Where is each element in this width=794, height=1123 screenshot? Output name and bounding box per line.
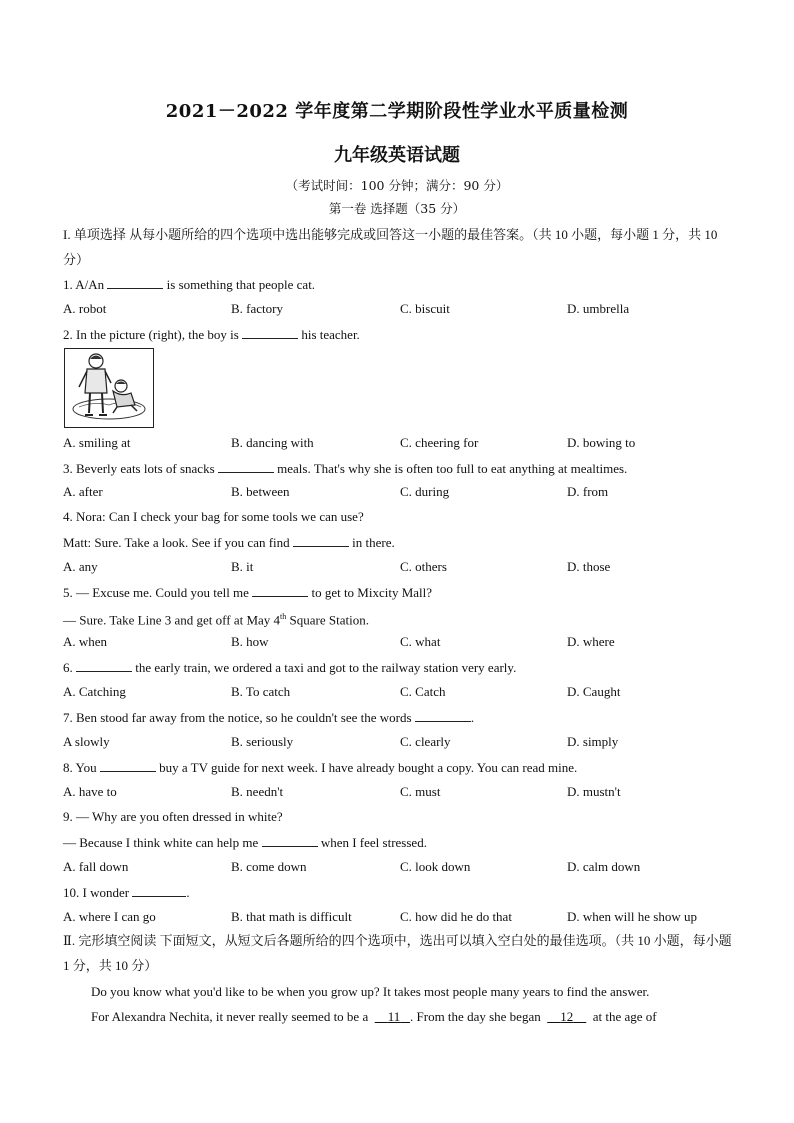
q4-option-c: C. others xyxy=(400,559,447,574)
exam-title: 2021－2022 学年度第二学期阶段性学业水平质量检测 xyxy=(165,101,629,122)
question-6 xyxy=(63,659,516,676)
question-5-text-post: to get to Mixcity Mall? xyxy=(311,585,433,600)
q9-option-d: D. calm down xyxy=(567,859,641,874)
question-9-line2-pre: — Because I think white can help me xyxy=(63,835,259,850)
question-4-line2-pre: Matt: Sure. Take a look. See if you can find xyxy=(63,535,290,550)
question-1 xyxy=(63,276,315,293)
q9-option-a: A. fall down xyxy=(63,859,129,874)
question-7 xyxy=(63,709,474,726)
question-4-text: 4. Nora: Can I check your bag for some tools we can use? xyxy=(63,509,364,524)
q8-option-c: C. must xyxy=(400,784,441,799)
passage-paragraph-2 xyxy=(91,1009,733,1025)
question-3-text-pre: 3. Beverly eats lots of snacks xyxy=(63,461,215,476)
question-9 xyxy=(63,809,283,825)
question-10-text-post: . xyxy=(186,885,190,900)
blank-12 xyxy=(547,1009,586,1024)
q8-option-b: B. needn't xyxy=(231,784,284,799)
q3-option-c: C. during xyxy=(400,484,450,499)
q5-option-d: D. where xyxy=(567,634,615,649)
question-6-text-pre: 6. xyxy=(63,660,73,675)
answer-blank xyxy=(415,709,471,722)
q4-option-a: A. any xyxy=(63,559,98,574)
blank-12-number: 12 xyxy=(560,1009,574,1024)
question-10-text-pre: 10. I wonder xyxy=(63,885,130,900)
q3-option-a: A. after xyxy=(63,484,103,499)
answer-blank xyxy=(100,759,156,772)
q7-option-b: B. seriously xyxy=(231,734,294,749)
q4-option-d: D. those xyxy=(567,559,611,574)
question-4-line2-post: in there. xyxy=(352,535,395,550)
q8-option-d: D. mustn't xyxy=(567,784,621,799)
q10-option-b: B. that math is difficult xyxy=(231,909,352,924)
question-10 xyxy=(63,884,190,901)
paragraph-2-text-c: at the age of xyxy=(592,1009,657,1024)
question-9-text: 9. — Why are you often dressed in white? xyxy=(63,809,283,824)
q1-option-d: D. umbrella xyxy=(567,301,630,316)
question-3 xyxy=(63,460,627,477)
q7-option-d: D. simply xyxy=(567,734,619,749)
paragraph-2-text-b: . From the day she began xyxy=(410,1009,541,1024)
question-8 xyxy=(63,759,577,776)
question-9-line2-post: when I feel stressed. xyxy=(320,835,427,850)
volume-heading: 第一卷 选择题（35 分） xyxy=(328,201,466,216)
q6-option-d: D. Caught xyxy=(567,684,621,699)
ordinal-suffix: th xyxy=(280,612,287,621)
question-5 xyxy=(63,584,432,601)
q5-option-c: C. what xyxy=(400,634,441,649)
paragraph-2-text-a: For Alexandra Nechita, it never really seemed to be a xyxy=(91,1009,369,1024)
q10-option-a: A. where I can go xyxy=(63,909,156,924)
answer-blank xyxy=(107,276,163,289)
q6-option-a: A. Catching xyxy=(63,684,126,699)
exam-subtitle: 九年级英语试题 xyxy=(334,145,460,166)
question-3-text-post: meals. That's why she is often too full to eat anything at mealtimes. xyxy=(277,461,628,476)
q1-option-a: A. robot xyxy=(63,301,107,316)
q1-option-c: C. biscuit xyxy=(400,301,450,316)
question-5-line2-pre: — Sure. Take Line 3 and get off at May 4 xyxy=(63,612,281,628)
section2-instructions: Ⅱ. 完形填空阅读 下面短文，从短文后各题所给的四个选项中，选出可以填入空白处的最佳选项。（共 10 小题，每小题 1 分，共 10 分） xyxy=(63,933,732,973)
question-5-line2 xyxy=(63,609,369,628)
q9-option-b: B. come down xyxy=(231,859,307,874)
question-4 xyxy=(63,509,364,525)
question-8-text-pre: 8. You xyxy=(63,760,97,775)
passage-paragraph-1: Do you know what you'd like to be when you grow up? It takes most people many years to find the answer. xyxy=(91,984,650,999)
section1-instructions: I. 单项选择 从每小题所给的四个选项中选出能够完成或回答这一小题的最佳答案。（共 10 小题，每小题 1 分，共 10 分） xyxy=(63,227,718,267)
question-5-line2-post: Square Station. xyxy=(286,612,369,628)
q4-option-b: B. it xyxy=(231,559,254,574)
question-2-text-post: his teacher. xyxy=(301,327,360,342)
boy-bowing-illustration xyxy=(64,348,154,428)
q5-option-a: A. when xyxy=(63,634,108,649)
q2-option-a: A. smiling at xyxy=(63,435,131,450)
q1-option-b: B. factory xyxy=(231,301,283,316)
q7-option-a: A slowly xyxy=(63,734,110,749)
question-8-text-post: buy a TV guide for next week. I have already bought a copy. You can read mine. xyxy=(159,760,578,775)
question-1-text-pre: 1. A/An xyxy=(63,277,105,292)
q7-option-c: C. clearly xyxy=(400,734,451,749)
q2-option-d: D. bowing to xyxy=(567,435,636,450)
question-7-text-post: . xyxy=(470,710,475,725)
answer-blank xyxy=(242,326,298,339)
q6-option-c: C. Catch xyxy=(400,684,446,699)
answer-blank xyxy=(218,460,274,473)
q6-option-b: B. To catch xyxy=(231,684,291,699)
answer-blank xyxy=(293,534,349,547)
q3-option-d: D. from xyxy=(567,484,609,499)
q9-option-c: C. look down xyxy=(400,859,471,874)
q10-option-c: C. how did he do that xyxy=(400,909,512,924)
blank-11 xyxy=(375,1009,410,1024)
question-9-line2 xyxy=(63,834,427,851)
question-2-text-pre: 2. In the picture (right), the boy is xyxy=(63,327,239,342)
answer-blank xyxy=(76,659,132,672)
q10-option-d: D. when will he show up xyxy=(567,909,697,924)
answer-blank xyxy=(132,884,186,897)
question-2 xyxy=(63,326,360,343)
answer-blank xyxy=(262,834,318,847)
question-1-text-post: is something that people cat. xyxy=(166,277,316,292)
q3-option-b: B. between xyxy=(231,484,290,499)
question-6-text-post: the early train, we ordered a taxi and got to the railway station very early. xyxy=(135,660,517,675)
question-7-text-pre: 7. Ben stood far away from the notice, so he couldn't see the words xyxy=(63,710,412,725)
answer-blank xyxy=(252,584,308,597)
q2-option-c: C. cheering for xyxy=(400,435,479,450)
question-4-line2 xyxy=(63,534,395,551)
q2-option-b: B. dancing with xyxy=(231,435,314,450)
blank-11-number: 11 xyxy=(387,1009,401,1024)
q8-option-a: A. have to xyxy=(63,784,117,799)
exam-info: （考试时间：100 分钟；满分：90 分） xyxy=(285,178,509,193)
question-5-text-pre: 5. — Excuse me. Could you tell me xyxy=(63,585,249,600)
q5-option-b: B. how xyxy=(231,634,269,649)
